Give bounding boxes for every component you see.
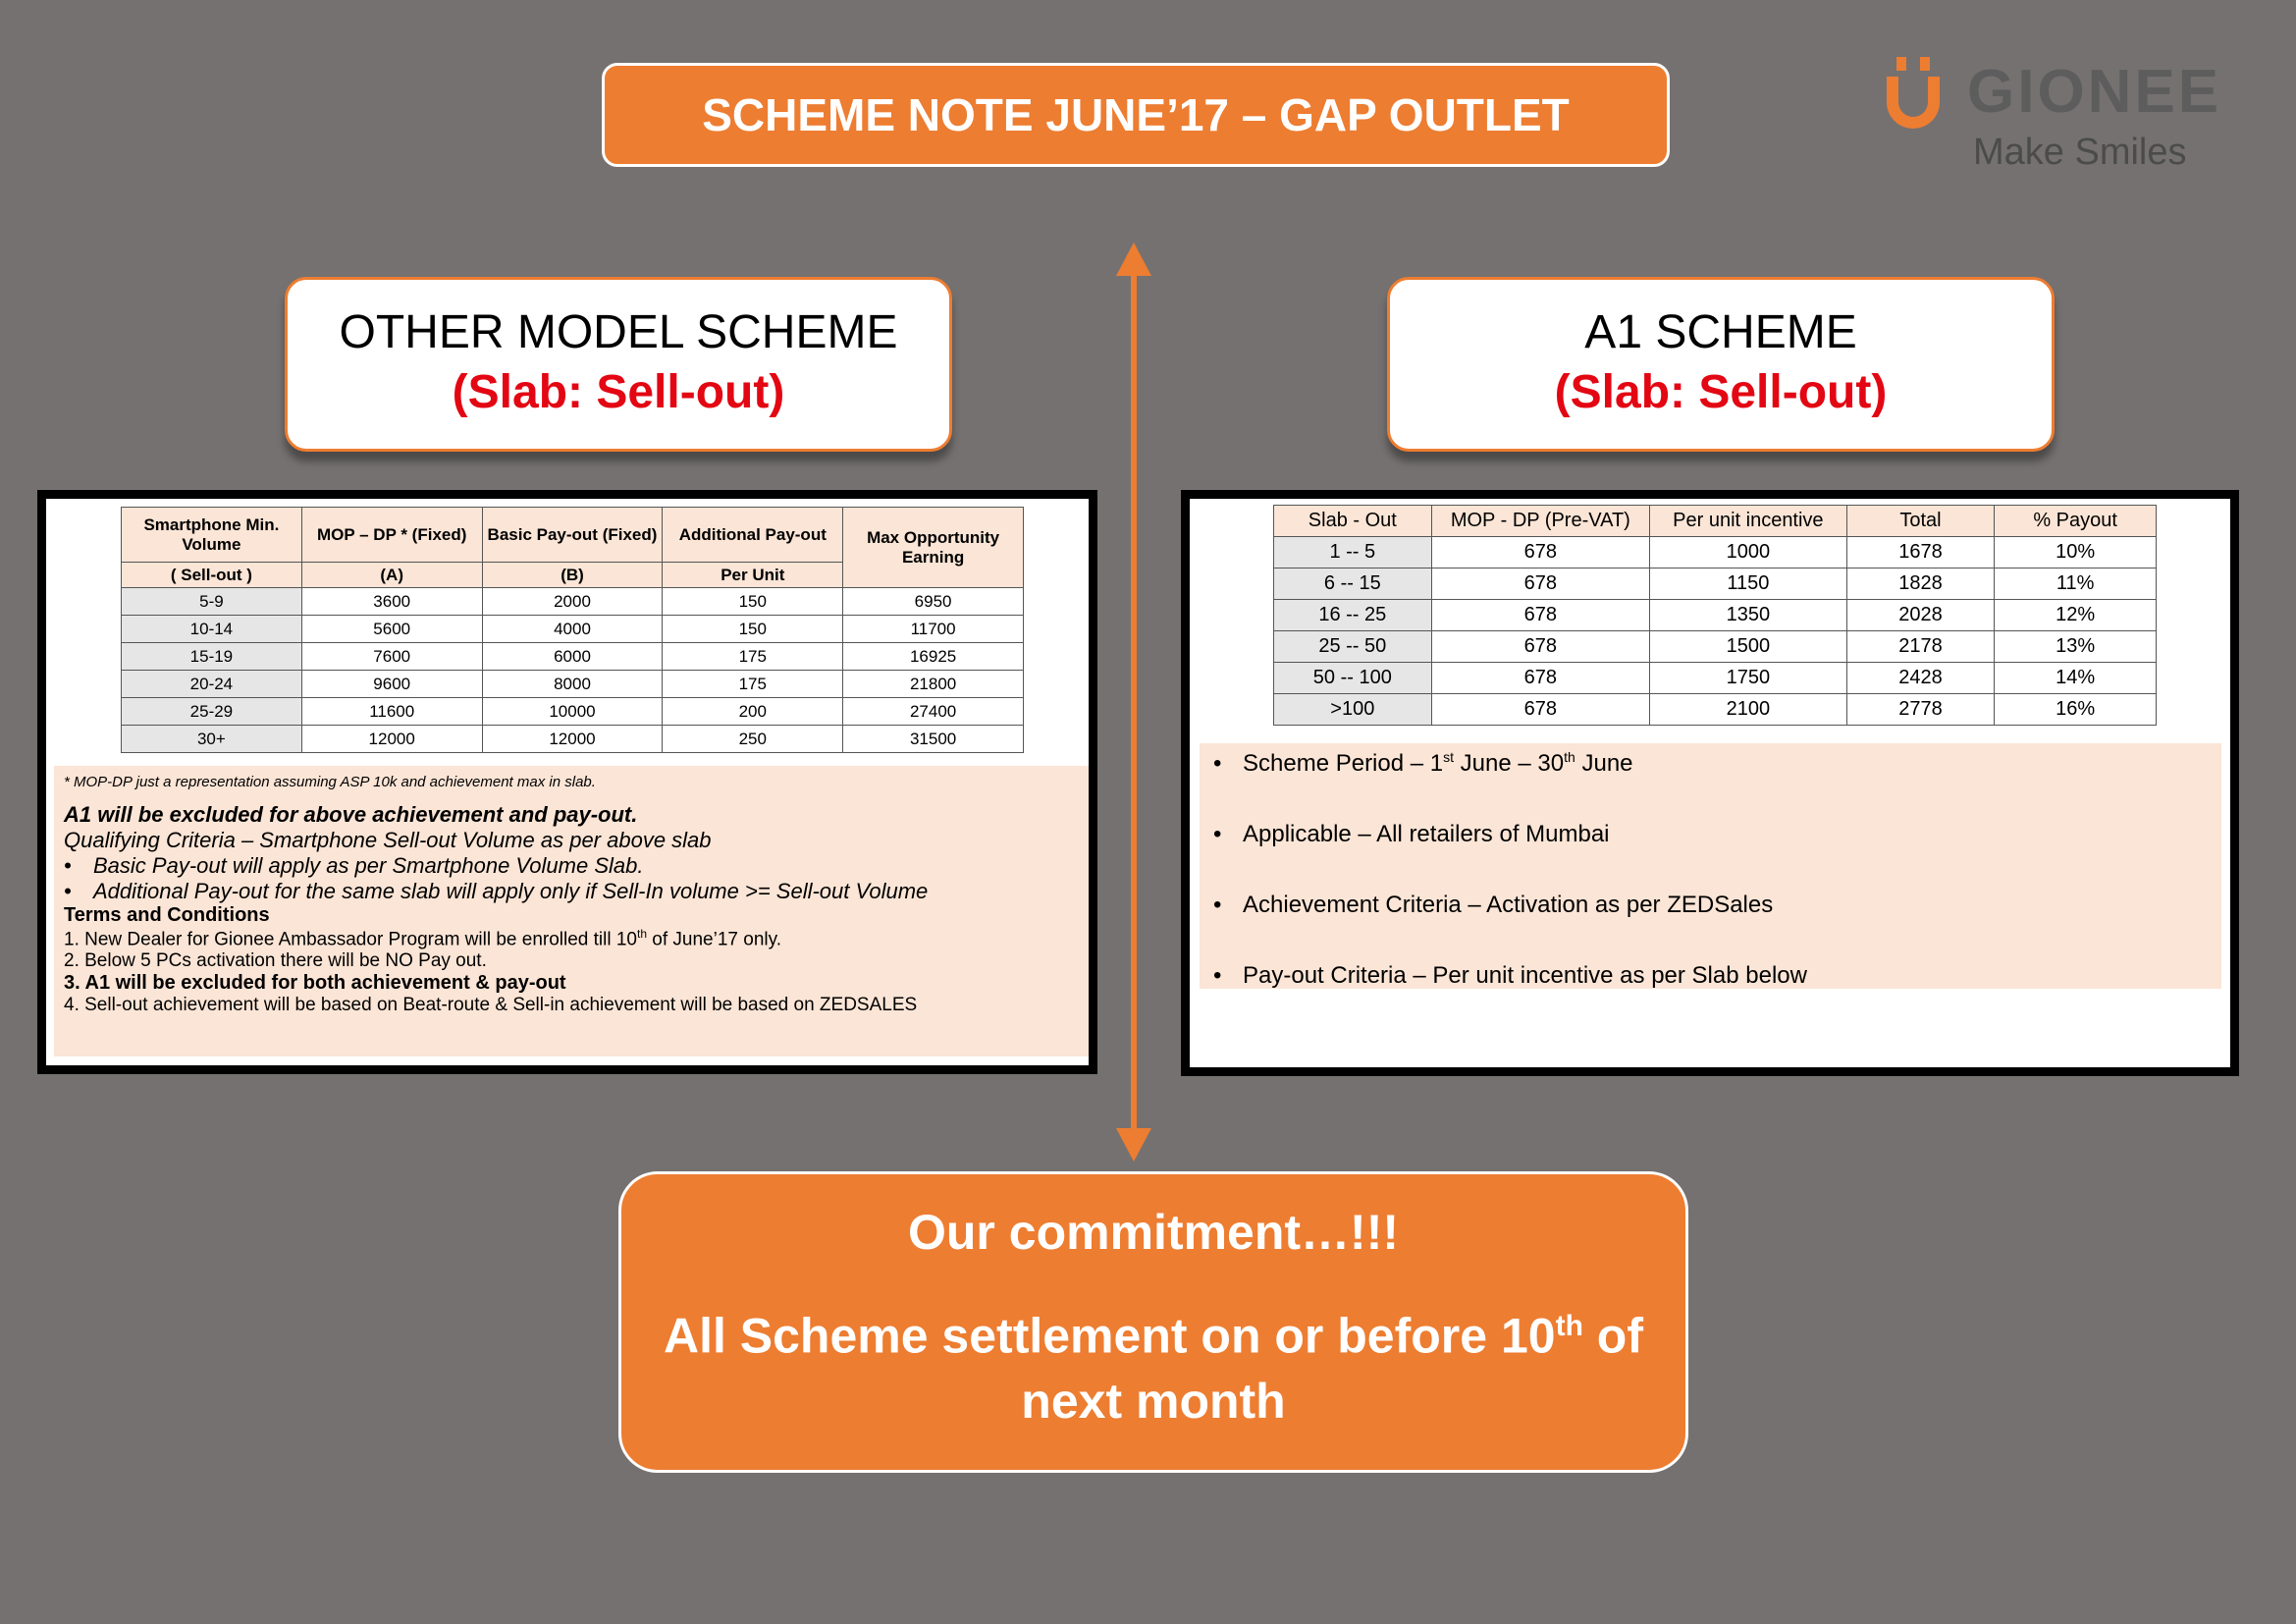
other-model-scheme-subtitle: (Slab: Sell-out) (452, 366, 785, 418)
table-row (1274, 600, 2157, 631)
table-cell: 2428 (1846, 663, 1995, 694)
payout-text: Pay-out Criteria – Per unit incentive as per Slab below (1243, 962, 1807, 989)
qualifying-criteria: Qualifying Criteria – Smartphone Sell-out Volume as per above slab (64, 828, 712, 852)
table-cell: 9600 (301, 671, 482, 698)
table-header: Smartphone Min. Volume (122, 508, 302, 563)
table-cell: 11% (1995, 568, 2157, 600)
scheme-period-sup1: st (1443, 749, 1455, 765)
other-model-scheme-heading (285, 277, 952, 452)
commitment-text (621, 1294, 1685, 1434)
term-1-text-b: of June’17 only. (647, 929, 781, 950)
page-title-text: SCHEME NOTE JUNE’17 – GAP OUTLET (702, 89, 1570, 140)
table-header: % Payout (1995, 506, 2157, 537)
table-cell: 678 (1431, 631, 1649, 663)
term-4: 4. Sell-out achievement will be based on Beat-route & Sell-in achievement will be based on ZEDSALES (64, 995, 918, 1016)
table-cell: 6000 (482, 643, 663, 671)
table-cell: 2778 (1846, 694, 1995, 726)
table-cell: 8000 (482, 671, 663, 698)
table-cell: 11700 (843, 616, 1024, 643)
table-cell: 1828 (1846, 568, 1995, 600)
terms-title: Terms and Conditions (64, 904, 270, 926)
table-cell: 1500 (1650, 631, 1847, 663)
gionee-logo-icon (1883, 57, 1944, 130)
table-row (122, 698, 1024, 726)
table-cell: 5600 (301, 616, 482, 643)
list-item: • Applicable – All retailers of Mumbai (1213, 821, 1610, 847)
table-cell: 678 (1431, 568, 1649, 600)
table-row (122, 643, 1024, 671)
table-row (1274, 631, 2157, 663)
table-row (122, 616, 1024, 643)
term-3: 3. A1 will be excluded for both achievement & pay-out (64, 972, 566, 995)
list-item: • Pay-out Criteria – Per unit incentive as per Slab below (1213, 962, 1807, 989)
list-item-text: Basic Pay-out will apply as per Smartphone Volume Slab. (93, 853, 644, 878)
table-cell: 10% (1995, 537, 2157, 568)
double-arrow-icon (1109, 241, 1158, 1164)
exclusion-note: A1 will be excluded for above achievement and pay-out. (64, 802, 638, 827)
table-cell: 21800 (843, 671, 1024, 698)
a1-scheme-heading (1387, 277, 2055, 452)
logo-wordmark: GIONEE (1967, 58, 2222, 126)
table-cell: 175 (663, 643, 843, 671)
table-cell: 25-29 (122, 698, 302, 726)
table-header-sub: (A) (301, 563, 482, 588)
table-cell: 15-19 (122, 643, 302, 671)
scheme-period-a: Scheme Period – 1 (1243, 750, 1444, 777)
table-header-sub: Per Unit (663, 563, 843, 588)
table-row (1274, 537, 2157, 568)
commitment-text-b: of next month (1021, 1308, 1643, 1429)
table-cell: 2100 (1650, 694, 1847, 726)
other-model-scheme-title: OTHER MODEL SCHEME (339, 306, 898, 358)
a1-scheme-panel (1181, 490, 2239, 1076)
table-cell: 10-14 (122, 616, 302, 643)
list-item-text: Additional Pay-out for the same slab will apply only if Sell-In volume >= Sell-out Volume (93, 879, 929, 903)
table-header: MOP – DP * (Fixed) (301, 508, 482, 563)
commitment-sup: th (1555, 1310, 1583, 1342)
a1-scheme-subtitle: (Slab: Sell-out) (1554, 366, 1888, 418)
page-title (602, 63, 1670, 167)
table-cell: 2178 (1846, 631, 1995, 663)
table-cell: 678 (1431, 600, 1649, 631)
table-cell: 14% (1995, 663, 2157, 694)
table-header-row (1274, 506, 2157, 537)
term-1 (64, 927, 1079, 950)
table-cell: 1 -- 5 (1274, 537, 1432, 568)
list-item: • Scheme Period – 1st June – 30th June (1213, 749, 1633, 777)
table-header: Total (1846, 506, 1995, 537)
table-row (1274, 568, 2157, 600)
table-cell: 16 -- 25 (1274, 600, 1432, 631)
scheme-period-c: June (1575, 750, 1633, 777)
table-cell: 27400 (843, 698, 1024, 726)
table-header: Per unit incentive (1650, 506, 1847, 537)
table-cell: 250 (663, 726, 843, 753)
table-cell: 678 (1431, 537, 1649, 568)
term-2: 2. Below 5 PCs activation there will be NO Pay out. (64, 950, 487, 972)
table-header: Basic Pay-out (Fixed) (482, 508, 663, 563)
table-cell: 1000 (1650, 537, 1847, 568)
table-cell: 2000 (482, 588, 663, 616)
table-cell: 7600 (301, 643, 482, 671)
list-item: • Achievement Criteria – Activation as per ZEDSales (1213, 892, 1774, 918)
other-model-scheme-panel (37, 490, 1097, 1074)
scheme-period-b: June – 30 (1454, 750, 1565, 777)
table-cell: 1150 (1650, 568, 1847, 600)
table-cell: 10000 (482, 698, 663, 726)
achievement-text: Achievement Criteria – Activation as per ZEDSales (1243, 892, 1774, 918)
commitment-box (618, 1171, 1688, 1473)
table-cell: 6 -- 15 (1274, 568, 1432, 600)
table-cell: 6950 (843, 588, 1024, 616)
table-header: Max Opportunity Earning (843, 508, 1024, 588)
table-row (122, 588, 1024, 616)
table-cell: 1350 (1650, 600, 1847, 631)
table-cell: 200 (663, 698, 843, 726)
a1-slab-table (1273, 505, 2157, 726)
table-cell: 12% (1995, 600, 2157, 631)
list-item: • Basic Pay-out will apply as per Smartphone Volume Slab. (64, 853, 644, 878)
table-cell: 175 (663, 671, 843, 698)
table-cell: 3600 (301, 588, 482, 616)
table-cell: 31500 (843, 726, 1024, 753)
table-cell: 16925 (843, 643, 1024, 671)
term-1-text-a: 1. New Dealer for Gionee Ambassador Program will be enrolled till 10 (64, 929, 637, 950)
table-cell: 1750 (1650, 663, 1847, 694)
commitment-title: Our commitment…!!! (908, 1205, 1399, 1260)
table-cell: >100 (1274, 694, 1432, 726)
other-model-notes (54, 766, 1089, 1056)
table-cell: 2028 (1846, 600, 1995, 631)
table-cell: 678 (1431, 663, 1649, 694)
table-header: Slab - Out (1274, 506, 1432, 537)
table-cell: 678 (1431, 694, 1649, 726)
table-header-sub: ( Sell-out ) (122, 563, 302, 588)
table-cell: 13% (1995, 631, 2157, 663)
table-cell: 25 -- 50 (1274, 631, 1432, 663)
table-header (663, 508, 843, 563)
other-model-slab-table (121, 507, 1024, 753)
table-header-text: Additional Pay-out (678, 524, 827, 544)
table-header: MOP - DP (Pre-VAT) (1431, 506, 1649, 537)
table-cell: 20-24 (122, 671, 302, 698)
table-cell: 1678 (1846, 537, 1995, 568)
table-cell: 30+ (122, 726, 302, 753)
table-cell: 11600 (301, 698, 482, 726)
table-header-sub: (B) (482, 563, 663, 588)
table-cell: 12000 (301, 726, 482, 753)
table-row (1274, 694, 2157, 726)
logo-tagline: Make Smiles (1973, 132, 2187, 173)
a1-scheme-notes (1200, 743, 2221, 989)
table-cell: 150 (663, 588, 843, 616)
table-row (122, 671, 1024, 698)
table-row (1274, 663, 2157, 694)
table-cell: 150 (663, 616, 843, 643)
list-item: • Additional Pay-out for the same slab will apply only if Sell-In volume >= Sell-out Volume (64, 879, 929, 903)
table-cell: 12000 (482, 726, 663, 753)
term-1-sup: th (637, 927, 648, 941)
table-cell: 4000 (482, 616, 663, 643)
table-row (122, 726, 1024, 753)
table-cell: 50 -- 100 (1274, 663, 1432, 694)
commitment-text-a: All Scheme settlement on or before 10 (663, 1308, 1556, 1364)
applicable-text: Applicable – All retailers of Mumbai (1243, 821, 1610, 847)
scheme-period-sup2: th (1564, 749, 1575, 765)
footnote: * MOP-DP just a representation assuming ASP 10k and achievement max in slab. (64, 774, 596, 790)
table-cell: 16% (1995, 694, 2157, 726)
a1-scheme-title: A1 SCHEME (1584, 306, 1857, 358)
table-cell: 5-9 (122, 588, 302, 616)
gionee-logo (1883, 51, 2236, 179)
